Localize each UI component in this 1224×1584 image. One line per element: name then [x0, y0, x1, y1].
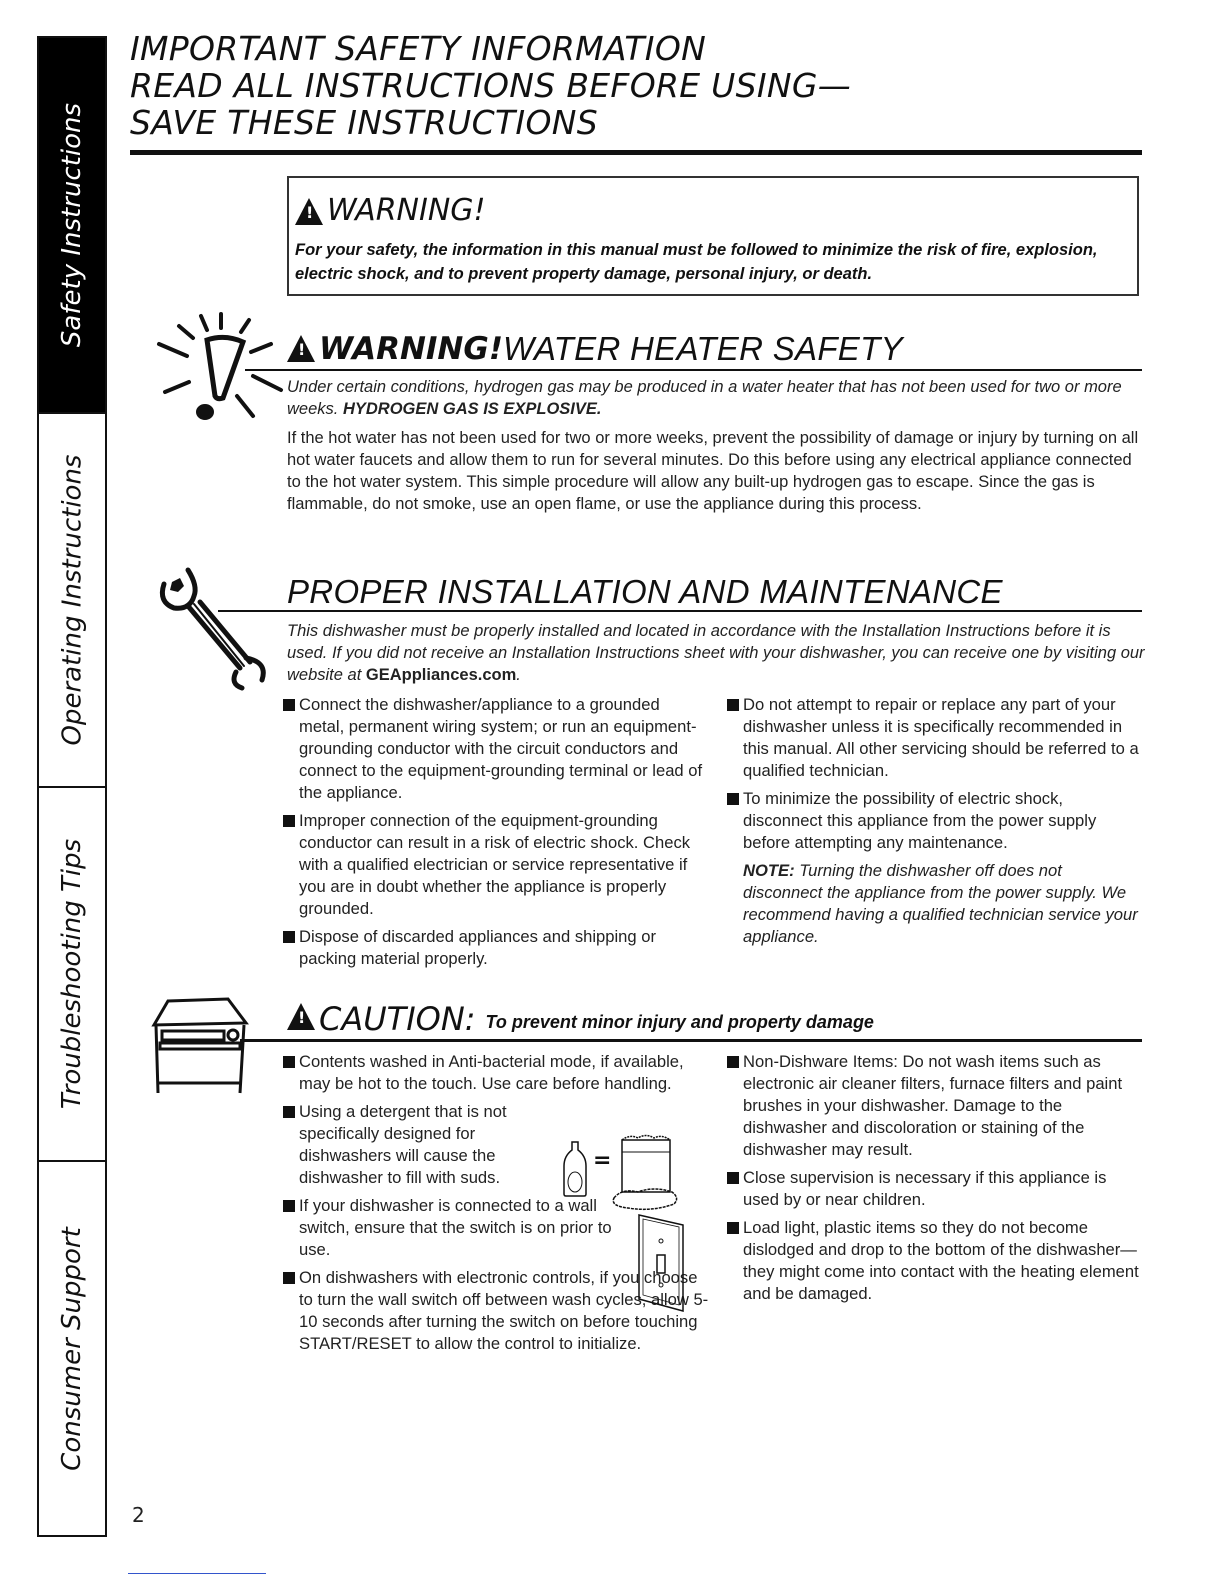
detergent-bottle-icon [562, 1140, 588, 1198]
page-number: 2 [132, 1503, 145, 1527]
caution-heading: ! CAUTION: To prevent minor injury and property damage [287, 1002, 874, 1036]
tab-consumer-support[interactable] [37, 1160, 107, 1537]
list-item: Load light, plastic items so they do not become dislodged and drop to the bottom of the dishwasher—they might come into contact with the heating element and be damaged. [727, 1217, 1142, 1305]
warning-triangle-icon [295, 198, 323, 225]
list-item: Contents washed in Anti-bacterial mode, if available, may be hot to the touch. Use care before handling. [283, 1051, 713, 1095]
list-item: Using a detergent that is not specifically designed for dishwashers will cause the dishwasher to fill with suds. [283, 1101, 529, 1189]
warning-triangle-icon [287, 1003, 315, 1030]
installation-left-column [283, 694, 708, 976]
water-heater-body: If the hot water has not been used for two or more weeks, prevent the possibility of damage or injury by turning on all hot water faucets and allow them to run for several minutes. Do this before using any electrical appliance connected to the hot water system. This simple procedure will allow any built-up hydrogen gas to escape. Since the gas is flammable, do not smoke, use an open flame, or use the appliance during this process. [287, 429, 1139, 513]
list-item: Non-Dishware Items: Do not wash items such as electronic air cleaner filters, furnace filters and paint brushes in your dishwasher. Damage to the dishwasher and discoloration or staining of the dishwasher may result. [727, 1051, 1142, 1161]
warning-text: For your safety, the information in this manual must be followed to minimize the risk of fire, explosion, electric shock, and to prevent property damage, personal injury, or death. [295, 241, 1098, 283]
title-line: IMPORTANT SAFETY INFORMATION [130, 29, 707, 68]
title-divider [130, 150, 1142, 155]
footer-link-underline [128, 1573, 266, 1574]
water-heater-heading-title: WATER HEATER SAFETY [502, 330, 903, 367]
wrench-icon [150, 562, 270, 692]
caution-right-column [727, 1051, 1142, 1311]
list-item: To minimize the possibility of electric shock, disconnect this appliance from the power supply before attempting any maintenance. [727, 788, 1142, 854]
section-divider [218, 610, 1142, 612]
tab-label: Troubleshooting Tips [57, 838, 88, 1110]
list-item: Do not attempt to repair or replace any part of your dishwasher unless it is specifically recommended in this manual. All other servicing should be referred to a qualified technician. [727, 694, 1142, 782]
page-title [130, 30, 851, 141]
installation-right-column [727, 694, 1142, 948]
title-line: SAVE THESE INSTRUCTIONS [130, 103, 598, 142]
exclamation-burst-icon [145, 312, 285, 422]
warning-triangle-icon [287, 335, 315, 362]
sudsy-dishwasher-icon [608, 1132, 680, 1212]
website-link[interactable]: GEAppliances.com [365, 666, 517, 684]
tab-troubleshooting-tips[interactable] [37, 786, 107, 1162]
tab-operating-instructions[interactable] [37, 412, 107, 788]
list-item: If your dishwasher is connected to a wall switch, ensure that the switch is on prior to use. [283, 1195, 619, 1261]
installation-heading: PROPER INSTALLATION AND MAINTENANCE [287, 573, 1003, 610]
installation-intro: This dishwasher must be properly installed and located in accordance with the Installation Instructions before it is used. If you did not receive an Installation Instructions sheet with your dishwasher, you can receive one by visiting our website at GEAppliances.com. [287, 622, 1145, 684]
list-item: Connect the dishwasher/appliance to a grounded metal, permanent wiring system; or run an equipment-grounding conductor with the circuit conductors and connect to the equipment-grounding terminal or lead of the appliance. [283, 694, 708, 804]
list-item: On dishwashers with electronic controls, if you choose to turn the wall switch off between wash cycles, allow 5-10 seconds after turning the switch on before touching START/RESET to allow the control to initialize. [283, 1267, 713, 1355]
warning-box [287, 176, 1139, 296]
note: NOTE: Turning the dishwasher off does not disconnect the appliance from the power supply. We recommend having a qualified technician service your appliance. [743, 861, 1138, 946]
list-item: Dispose of discarded appliances and shipping or packing material properly. [283, 926, 708, 970]
list-item: Improper connection of the equipment-grounding conductor can result in a risk of electric shock. Check with a qualified electrician or service representative if you are in doubt whether the appliance is properly grounded. [283, 810, 708, 920]
note-label: NOTE: [743, 861, 795, 880]
water-heater-intro: Under certain conditions, hydrogen gas may be produced in a water heater that has not been used for two or more weeks. HYDROGEN GAS IS EXPLOSIVE. [287, 378, 1122, 418]
section-tabs [37, 36, 107, 1535]
wall-switch-icon [637, 1213, 687, 1313]
tab-safety-instructions[interactable] [37, 36, 107, 414]
section-divider [240, 1039, 1142, 1042]
water-heater-heading [287, 332, 903, 366]
tab-label: Operating Instructions [57, 454, 88, 746]
water-heater-heading-bold: WARNING! [319, 331, 503, 367]
tab-label: Safety Instructions [57, 102, 88, 348]
title-line: READ ALL INSTRUCTIONS BEFORE USING— [130, 66, 852, 105]
list-item: Close supervision is necessary if this appliance is used by or near children. [727, 1167, 1142, 1211]
section-divider [245, 369, 1142, 371]
warning-heading: WARNING! [327, 193, 486, 228]
hydrogen-warning: HYDROGEN GAS IS EXPLOSIVE. [342, 400, 602, 418]
dishwasher-icon [148, 995, 256, 1095]
equals-sign: = [593, 1148, 612, 1173]
caution-subheading: To prevent minor injury and property damage [485, 1012, 874, 1032]
tab-label: Consumer Support [57, 1226, 87, 1471]
